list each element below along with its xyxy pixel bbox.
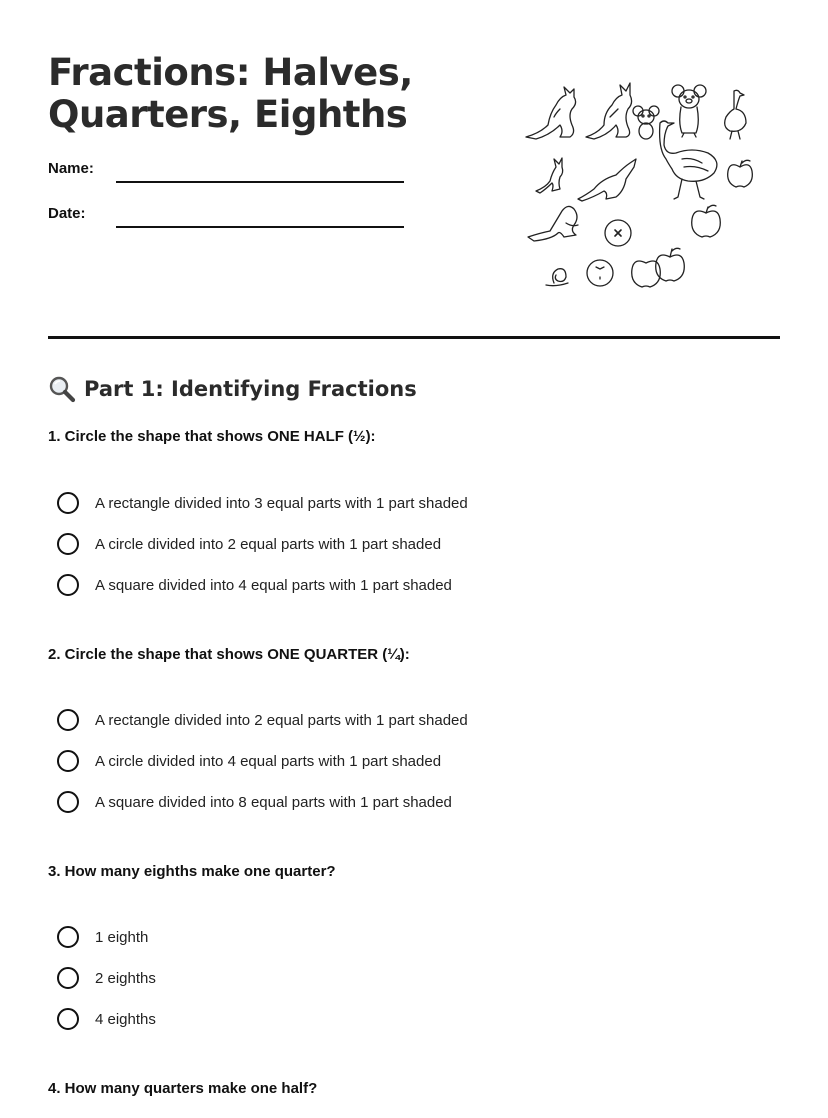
question-1: 1. Circle the shape that shows ONE HALF (½):: [48, 428, 376, 445]
radio-circle-icon[interactable]: [57, 492, 79, 514]
date-field[interactable]: [48, 205, 408, 235]
option-label: 4 eighths: [95, 1010, 156, 1028]
kangaroo-icon: [536, 158, 563, 193]
emu-icon: [725, 90, 746, 139]
option-label: A circle divided into 2 equal parts with 1 part shaded: [95, 535, 442, 553]
question-1-option-b[interactable]: [57, 531, 441, 557]
platypus-icon: [528, 206, 578, 241]
clock-icon: [587, 260, 613, 286]
radio-circle-icon[interactable]: [57, 1008, 79, 1030]
question-2: 2. Circle the shape that shows ONE QUARTER (¼):: [48, 646, 410, 663]
option-label: A rectangle divided into 3 equal parts with 1 part shaded: [95, 494, 468, 512]
option-label: A circle divided into 4 equal parts with 1 part shaded: [95, 752, 442, 770]
worksheet-title: Fractions: Halves, Quarters, Eighths: [48, 51, 413, 136]
australian-animals-clipart: [520, 75, 760, 295]
apple-icon: [692, 205, 721, 237]
radio-circle-icon[interactable]: [57, 750, 79, 772]
option-label: A square divided into 8 equal parts with 1 part shaded: [95, 793, 452, 811]
question-2-option-c[interactable]: [57, 789, 452, 815]
question-3-option-a[interactable]: [57, 924, 148, 950]
radio-circle-icon[interactable]: [57, 709, 79, 731]
snail-icon: [546, 269, 568, 286]
question-1-option-a[interactable]: [57, 490, 468, 516]
date-line[interactable]: [116, 226, 404, 228]
header-divider: [48, 336, 780, 339]
koala-icon: [672, 85, 706, 137]
question-1-option-c[interactable]: [57, 572, 452, 598]
name-field[interactable]: [48, 160, 408, 190]
question-3: 3. How many eighths make one quarter?: [48, 863, 336, 880]
kangaroo-icon: [578, 159, 636, 201]
radio-circle-icon[interactable]: [57, 926, 79, 948]
magnifying-glass-icon: [48, 375, 76, 403]
date-label: Date:: [48, 205, 86, 222]
name-line[interactable]: [116, 181, 404, 183]
option-label: A square divided into 4 equal parts with 1 part shaded: [95, 576, 452, 594]
kangaroo-icon: [586, 83, 632, 139]
question-3-option-b[interactable]: [57, 965, 156, 991]
question-3-option-c[interactable]: [57, 1006, 156, 1032]
option-label: A rectangle divided into 2 equal parts with 1 part shaded: [95, 711, 468, 729]
koala-icon: [633, 106, 659, 139]
name-label: Name:: [48, 160, 94, 177]
part1-heading-text: Part 1: Identifying Fractions: [84, 377, 417, 401]
radio-circle-icon[interactable]: [57, 791, 79, 813]
question-2-option-b[interactable]: [57, 748, 441, 774]
radio-circle-icon[interactable]: [57, 533, 79, 555]
apples-icon: [632, 248, 685, 287]
clock-icon: [605, 220, 631, 246]
option-label: 1 eighth: [95, 928, 149, 946]
radio-circle-icon[interactable]: [57, 574, 79, 596]
option-label: 2 eighths: [95, 969, 156, 987]
kangaroo-icon: [526, 87, 576, 139]
question-4: 4. How many quarters make one half?: [48, 1080, 318, 1097]
apple-icon: [728, 160, 753, 187]
radio-circle-icon[interactable]: [57, 967, 79, 989]
question-2-option-a[interactable]: [57, 707, 468, 733]
part1-heading: [48, 373, 417, 405]
